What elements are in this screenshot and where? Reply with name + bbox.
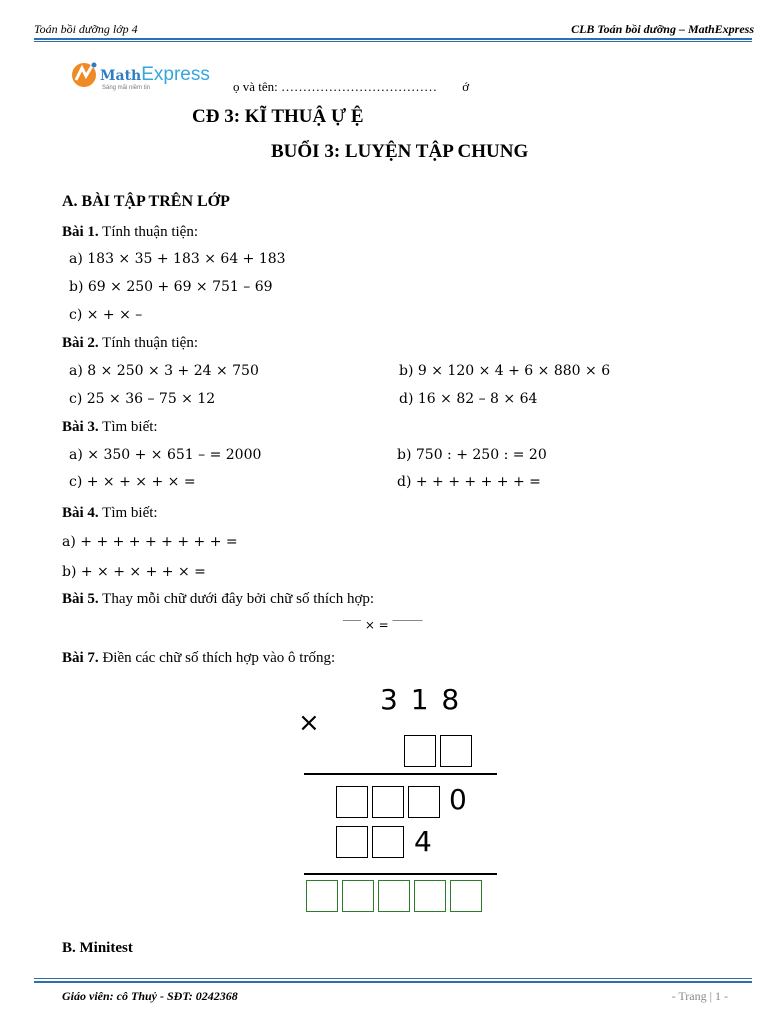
bai1-c: c) × + × – — [69, 307, 143, 323]
bai4-a: a) + + + + + + + + + = — [62, 534, 238, 550]
result-box[interactable] — [378, 880, 410, 912]
product-rule — [304, 773, 497, 775]
bai1-heading: Bài 1. Tính thuận tiện: — [62, 224, 198, 240]
logo-tagline: Sáng mãi niềm tin — [102, 85, 151, 91]
multiplier-digit-box[interactable] — [404, 735, 436, 767]
footer-rule-thin — [34, 978, 752, 979]
bai5-expression: ‾‾‾ × = ‾‾‾‾‾ — [343, 618, 423, 632]
bai7-heading: Bài 7. Điền các chữ số thích hợp vào ô trống: — [62, 650, 336, 666]
header-right: CLB Toán bồi dưỡng – MathExpress — [571, 22, 754, 36]
student-name-line: ọ và tên: ……………………………… ớ — [233, 79, 470, 94]
topic-title: CĐ 3: KĨ THUẬ Ự Ệ — [192, 106, 364, 127]
result-box[interactable] — [342, 880, 374, 912]
bai2-b: b) 9 × 120 × 4 + 6 × 880 × 6 — [399, 363, 611, 379]
bai4-b: b) + × + × + + × = — [62, 564, 206, 580]
bai4-heading: Bài 4. Tìm biết: — [62, 505, 158, 521]
logo-wordmark: MathExpress — [100, 64, 210, 85]
footer-teacher: Giáo viên: cô Thuỷ - SĐT: 0242368 — [62, 989, 238, 1003]
bai2-heading: Bài 2. Tính thuận tiện: — [62, 335, 198, 351]
header-rule — [34, 38, 752, 40]
sum-rule — [304, 873, 497, 875]
partial-product-box[interactable] — [372, 826, 404, 858]
partial-product-box[interactable] — [408, 786, 440, 818]
bai3-a: a) × 350 + × 651 – = 2000 — [69, 447, 262, 463]
bai2-d: d) 16 × 82 – 8 × 64 — [399, 391, 538, 407]
header-left: Toán bồi dưỡng lớp 4 — [34, 22, 138, 36]
partial-product-digit: 0 — [449, 783, 467, 816]
bai1-b: b) 69 × 250 + 69 × 751 – 69 — [69, 279, 273, 295]
result-box[interactable] — [414, 880, 446, 912]
logo-mark-icon — [70, 60, 100, 90]
times-sign: × — [298, 708, 320, 738]
bai2-a: a) 8 × 250 × 3 + 24 × 750 — [69, 363, 259, 379]
bai3-heading: Bài 3. Tìm biết: — [62, 419, 158, 435]
section-a-heading: A. BÀI TẬP TRÊN LỚP — [62, 193, 230, 210]
bai3-c: c) + × + × + × = — [69, 474, 196, 490]
footer-rule — [34, 981, 752, 983]
header-rule-thin — [34, 41, 752, 42]
mathexpress-logo — [70, 60, 210, 94]
bai5-heading: Bài 5. Thay mỗi chữ dưới đây bởi chữ số thích hợp: — [62, 591, 375, 607]
page-number: - Trang | 1 - — [671, 989, 728, 1003]
bai3-b: b) 750 : + 250 : = 20 — [397, 447, 547, 463]
bai3-d: d) + + + + + + + = — [397, 474, 541, 490]
partial-product-box[interactable] — [372, 786, 404, 818]
bai2-c: c) 25 × 36 – 75 × 12 — [69, 391, 216, 407]
result-box[interactable] — [450, 880, 482, 912]
lesson-title: BUỔI 3: LUYỆN TẬP CHUNG — [271, 141, 529, 162]
multiplier-digit-box[interactable] — [440, 735, 472, 767]
partial-product-digit: 4 — [414, 825, 432, 858]
section-b-heading: B. Minitest — [62, 940, 133, 956]
partial-product-box[interactable] — [336, 786, 368, 818]
multiplicand: 3 1 8 — [380, 683, 462, 716]
bai1-a: a) 183 × 35 + 183 × 64 + 183 — [69, 251, 286, 267]
partial-product-box[interactable] — [336, 826, 368, 858]
result-box[interactable] — [306, 880, 338, 912]
